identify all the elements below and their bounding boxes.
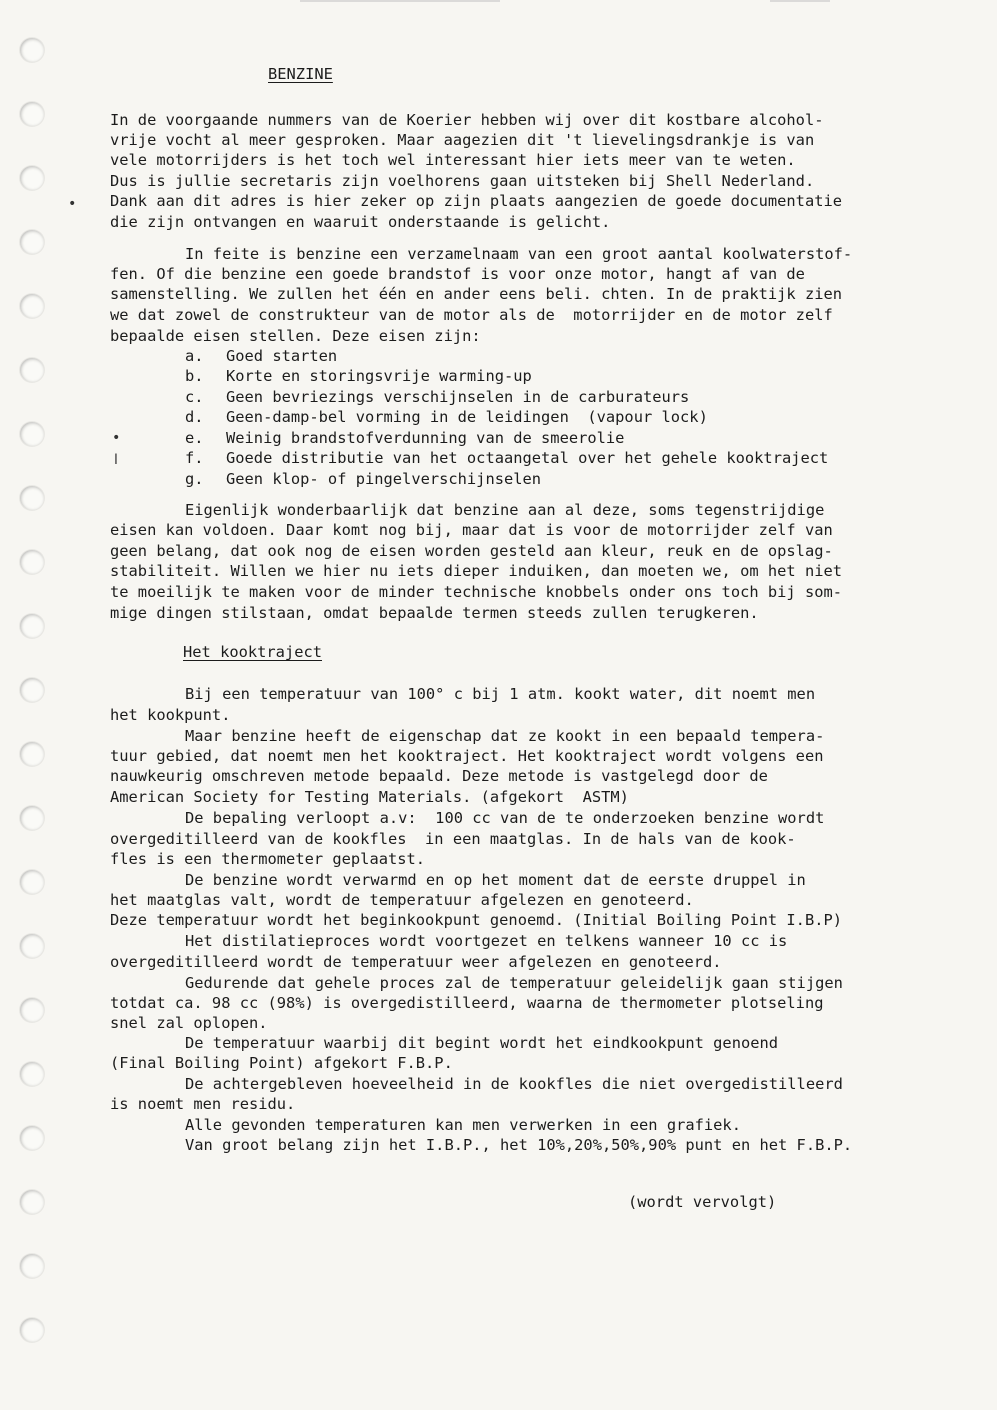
section-line: overgeditilleerd van de kookfles in een maatglas. In de hals van de kook- — [110, 830, 796, 848]
section-line: totdat ca. 98 cc (98%) is overgedistilleerd, waarna de thermometer plotseling — [110, 994, 824, 1012]
section-line: het maatglas valt, wordt de temperatuur afgelezen en genoteerd. — [110, 891, 694, 909]
paragraph-line: te moeilijk te maken voor de minder technische knobbels onder ons toch bij som- — [110, 583, 843, 601]
section-line: De temperatuur waarbij dit begint wordt het eindkookpunt genoend — [185, 1034, 779, 1052]
document-title: BENZINE — [268, 65, 333, 83]
intro-line: In de voorgaande nummers van de Koerier hebben wij over dit kostbare alcohol- — [110, 111, 824, 129]
list-item-letter: b. — [185, 367, 204, 385]
binder-hole — [20, 38, 44, 62]
section-line: overgeditilleerd wordt de temperatuur weer afgelezen en genoteerd. — [110, 953, 722, 971]
binder-hole — [20, 230, 44, 254]
intro-line: vele motorrijders is het toch wel interessant hier iets meer van te weten. — [110, 151, 796, 169]
section-line: is noemt men residu. — [110, 1095, 296, 1113]
section-heading: Het kooktraject — [183, 643, 322, 661]
section-line: snel zal oplopen. — [110, 1014, 268, 1032]
list-item-letter: a. — [185, 347, 204, 365]
section-line: Maar benzine heeft de eigenschap dat ze kookt in een bepaald tempera- — [185, 727, 825, 745]
paragraph-line: fen. Of die benzine een goede brandstof is voor onze motor, hangt af van de — [110, 265, 805, 283]
section-line: het kookpunt. — [110, 706, 231, 724]
binder-hole — [20, 1126, 44, 1150]
paragraph-line: we dat zowel de construkteur van de motor als de motorrijder en de motor zelf — [110, 306, 833, 324]
binder-holes — [20, 38, 48, 1398]
list-item-letter: e. — [185, 429, 204, 447]
stray-mark: • — [112, 430, 121, 446]
paragraph-line: Eigenlijk wonderbaarlijk dat benzine aan al deze, soms tegenstrijdige — [185, 501, 825, 519]
intro-line: vrije vocht al meer gesproken. Maar aagezien dit 't lievelingsdrankje is van — [110, 131, 815, 149]
binder-hole — [20, 998, 44, 1022]
binder-hole — [20, 870, 44, 894]
section-line: De benzine wordt verwarmd en op het moment dat de eerste druppel in — [185, 871, 806, 889]
list-item-text: Weinig brandstofverdunning van de smeerolie — [226, 429, 625, 447]
paragraph-line: eisen kan voldoen. Daar komt nog bij, maar dat is voor de motorrijder zelf van — [110, 521, 833, 539]
section-line: (Final Boiling Point) afgekort F.B.P. — [110, 1054, 453, 1072]
intro-line: die zijn ontvangen en waaruit onderstaande is gelicht. — [110, 213, 611, 231]
intro-line: Dank aan dit adres is hier zeker op zijn plaats aangezien de goede documentatie — [110, 192, 843, 210]
binder-hole — [20, 1318, 44, 1342]
list-item-text: Geen-damp-bel vorming in de leidingen (vapour lock) — [226, 408, 708, 426]
section-line: nauwkeurig omschreven metode bepaald. Deze metode is vastgelegd door de — [110, 767, 768, 785]
paragraph-line: In feite is benzine een verzamelnaam van een groot aantal koolwaterstof- — [185, 245, 853, 263]
paragraph-line: mige dingen stilstaan, omdat bepaalde termen steeds zullen terugkeren. — [110, 604, 759, 622]
paragraph-line: bepaalde eisen stellen. Deze eisen zijn: — [110, 327, 481, 345]
section-line: Gedurende dat gehele proces zal de temperatuur geleidelijk gaan stijgen — [185, 974, 843, 992]
binder-hole — [20, 294, 44, 318]
binder-hole — [20, 742, 44, 766]
paragraph-line: geen belang, dat ook nog de eisen worden gesteld aan kleur, reuk en de opslag- — [110, 542, 833, 560]
bleed-through-mark — [770, 0, 830, 2]
binder-hole — [20, 934, 44, 958]
section-line: Deze temperatuur wordt het beginkookpunt genoemd. (Initial Boiling Point I.B.P) — [110, 911, 843, 929]
binder-hole — [20, 166, 44, 190]
section-line: Alle gevonden temperaturen kan men verwerken in een grafiek. — [185, 1116, 741, 1134]
list-item-text: Goede distributie van het octaangetal over het gehele kooktraject — [226, 449, 829, 467]
section-line: tuur gebied, dat noemt men het kooktraject. Het kooktraject wordt volgens een — [110, 747, 824, 765]
section-line: De bepaling verloopt a.v: 100 cc van de te onderzoeken benzine wordt — [185, 809, 825, 827]
binder-hole — [20, 486, 44, 510]
list-item-text: Geen klop- of pingelverschijnselen — [226, 470, 542, 488]
binder-hole — [20, 678, 44, 702]
list-item-letter: d. — [185, 408, 204, 426]
stray-mark: • — [68, 196, 77, 212]
binder-hole — [20, 1254, 44, 1278]
section-line: fles is een thermometer geplaatst. — [110, 850, 426, 868]
list-item-letter: f. — [185, 449, 204, 467]
list-item-text: Goed starten — [226, 347, 338, 365]
binder-hole — [20, 614, 44, 638]
list-item-text: Korte en storingsvrije warming-up — [226, 367, 532, 385]
section-line: Het distilatieproces wordt voortgezet en telkens wanneer 10 cc is — [185, 932, 788, 950]
list-item-letter: g. — [185, 470, 204, 488]
list-item-letter: c. — [185, 388, 204, 406]
section-line: Bij een temperatuur van 100° c bij 1 atm. kookt water, dit noemt men — [185, 685, 816, 703]
stray-mark: ⅼ — [114, 452, 118, 468]
section-line: Van groot belang zijn het I.B.P., het 10%,20%,50%,90% punt en het F.B.P. — [185, 1136, 853, 1154]
paragraph-line: stabiliteit. Willen we hier nu iets dieper induiken, dan moeten we, om het niet — [110, 562, 843, 580]
list-item-text: Geen bevriezings verschijnselen in de carburateurs — [226, 388, 690, 406]
binder-hole — [20, 1062, 44, 1086]
binder-hole — [20, 550, 44, 574]
bleed-through-mark — [300, 0, 500, 2]
section-line: American Society for Testing Materials. (afgekort ASTM) — [110, 788, 629, 806]
binder-hole — [20, 1190, 44, 1214]
paragraph-line: samenstelling. We zullen het één en ander eens beli. chten. In de praktijk zien — [110, 285, 843, 303]
binder-hole — [20, 806, 44, 830]
binder-hole — [20, 422, 44, 446]
continued-note: (wordt vervolgt) — [628, 1193, 777, 1211]
binder-hole — [20, 102, 44, 126]
intro-line: Dus is jullie secretaris zijn voelhorens gaan uitsteken bij Shell Nederland. — [110, 172, 815, 190]
section-line: De achtergebleven hoeveelheid in de kookfles die niet overgedistilleerd — [185, 1075, 843, 1093]
binder-hole — [20, 358, 44, 382]
